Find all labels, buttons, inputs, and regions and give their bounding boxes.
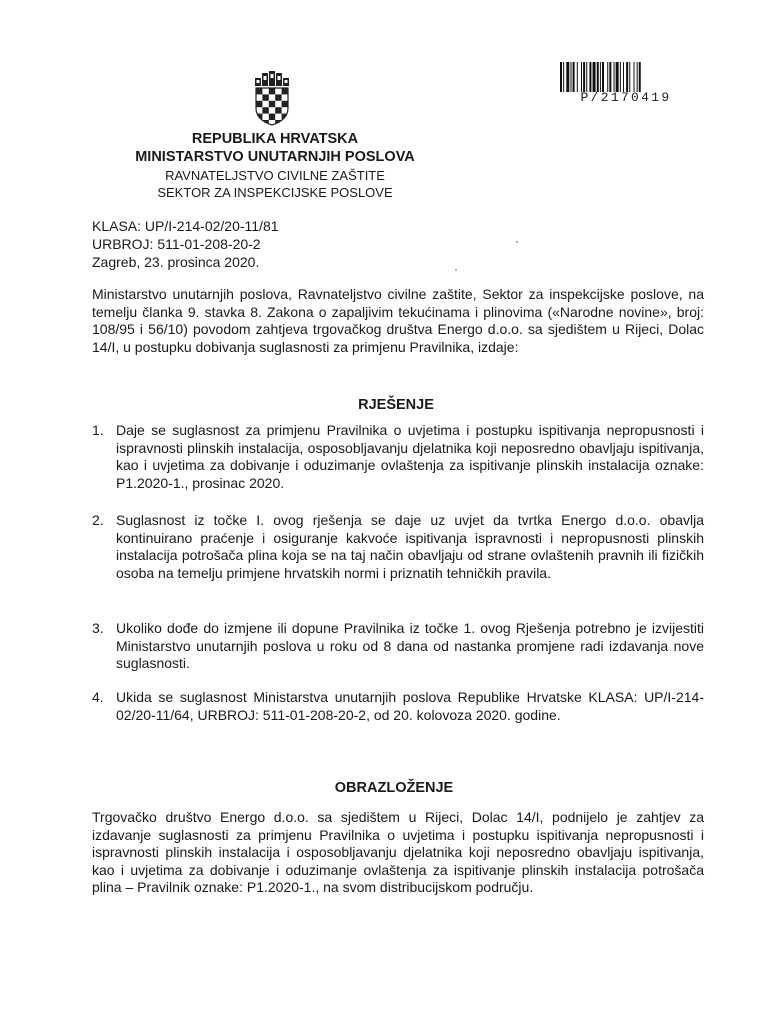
item-text: Ukoliko dođe do izmjene ili dopune Pravilnika iz točke 1. ovog Rješenja potrebno je izvijestiti Ministarstvo unutarnjih poslova u roku od 8 dana od nastanka promjene radi izdavanja nove suglasnosti.	[116, 620, 704, 671]
ministry-name: MINISTARSTVO UNUTARNJIH POSLOVA	[135, 149, 415, 165]
croatian-coat-of-arms-icon	[252, 70, 292, 126]
barcode	[560, 62, 692, 106]
klasa: KLASA: UP/I-214-02/20-11/81	[92, 218, 279, 234]
reasoning-title: OBRAZLOŽENJE	[334, 780, 454, 796]
institution-header	[100, 130, 450, 201]
scan-speck	[516, 241, 518, 243]
barcode-number: P/2170419	[580, 90, 672, 105]
decision-title: RJEŠENJE	[358, 397, 434, 413]
barcode-icon	[560, 62, 692, 92]
intro-paragraph: Ministarstvo unutarnjih poslova, Ravnateljstvo civilne zaštite, Sektor za inspekcijske poslove, na temelju članka 9. stavka 8. Zakona o zapaljivim tekućinama i plinovima («Narodne novine», broj: 108/95 i 56/10) povodom zahtjeva trgovačkog društva Energo d.o.o. sa sjedištem u Rijeci, Dolac 14/I, u postupku dobivanja suglasnosti za primjenu Pravilnika, izdaje:	[92, 286, 704, 355]
reference-block	[92, 217, 279, 271]
item-text: Ukida se suglasnost Ministarstva unutarnjih poslova Republike Hrvatske KLASA: UP/I-214-02/20-11/64, URBROJ: 511-01-208-20-2, od 20. kolovoza 2020. godine.	[116, 689, 704, 723]
scan-speck	[455, 269, 457, 271]
urbroj: URBROJ: 511-01-208-20-2	[92, 236, 261, 252]
item-text: Daje se suglasnost za primjenu Pravilnika o uvjetima i postupku ispitivanja nepropusnosti i ispravnosti plinskih instalacija, osposobljavanju djelatnika koji neposredno obavljaju ispitivanja, kao i uvjetima za dobivanje i oduzimanje ovlaštenja za ispitivanje plinskih instalacija oznake: P1.2020-1., prosinac 2020.	[116, 422, 704, 491]
item-number: 2.	[92, 512, 104, 528]
item-number: 1.	[92, 422, 104, 438]
place-date: Zagreb, 23. prosinca 2020.	[92, 254, 260, 270]
directorate-name: RAVNATELJSTVO CIVILNE ZAŠTITE	[165, 168, 385, 183]
sector-name: SEKTOR ZA INSPEKCIJSKE POSLOVE	[157, 185, 393, 200]
item-text: Suglasnost iz točke I. ovog rješenja se daje uz uvjet da tvrtka Energo d.o.o. obavlja kontinuirano praćenje i osiguranje kakvoće ispitivanja ispravnosti i nepropusnosti plinskih instalacija potrošača plina koja se na taj način obavljaju od strane ovlaštenih pravnih ili fizičkih osoba na temelju primjene hrvatskih normi i priznatih tehničkih pravila.	[116, 512, 704, 581]
reasoning-paragraph: Trgovačko društvo Energo d.o.o. sa sjedištem u Rijeci, Dolac 14/I, podnijelo je zahtjev za izdavanje suglasnosti za primjenu Pravilnika o uvjetima i postupku ispitivanja nepropusnosti i ispravnosti plinskih instalacija i osposobljavanju djelatnika koji neposredno obavljaju ispitivanja, kao i uvjetima za dobivanje i oduzimanje ovlaštenja za ispitivanje plinskih instalacija potrošača plina – Pravilnik oznake: P1.2020-1., na svom distribucijskom području.	[92, 809, 704, 895]
country-name: REPUBLIKA HRVATSKA	[191, 131, 359, 147]
item-number: 4.	[92, 689, 104, 705]
item-number: 3.	[92, 620, 104, 636]
